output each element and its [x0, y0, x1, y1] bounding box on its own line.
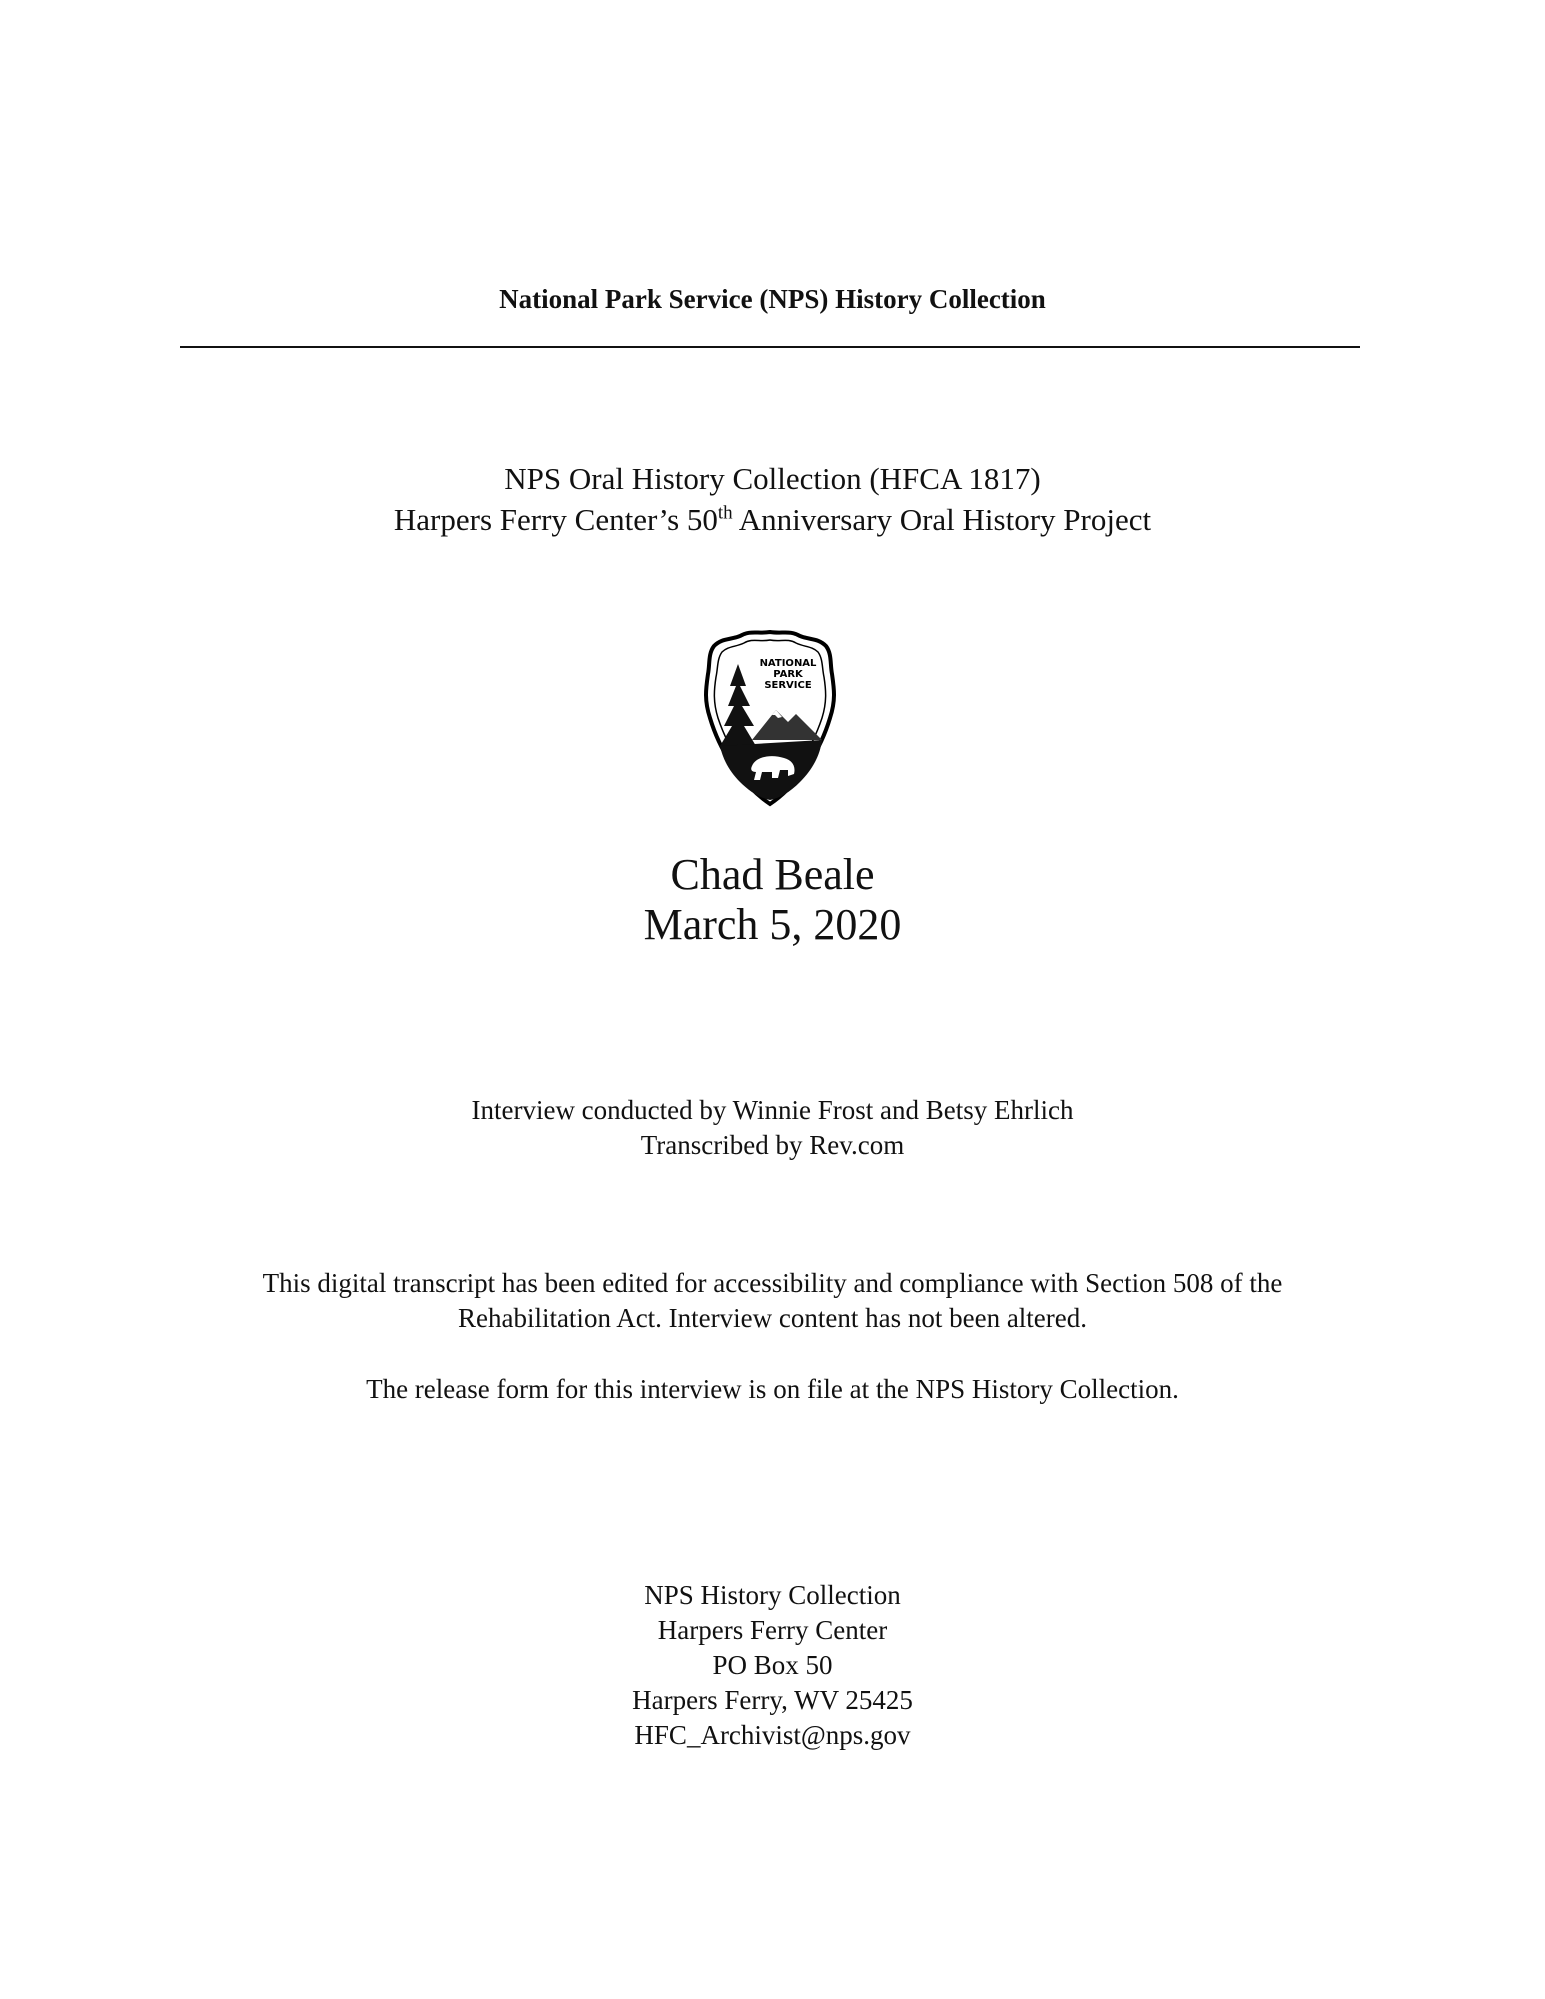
interview-date: March 5, 2020: [643, 900, 902, 949]
nps-arrowhead-icon: [700, 628, 840, 808]
interview-credits: [0, 1093, 1545, 1163]
collection-header-title: National Park Service (NPS) History Collection: [499, 284, 1046, 314]
address-line-3: PO Box 50: [712, 1650, 833, 1680]
collection-line-2: [0, 499, 1545, 540]
address-line-2: Harpers Ferry Center: [657, 1615, 888, 1645]
ordinal-suffix: th: [717, 502, 733, 524]
oral-history-collection-heading: [0, 458, 1545, 540]
interviewee-name: Chad Beale: [670, 850, 875, 899]
interviewers-line: Interview conducted by Winnie Frost and Betsy Ehrlich: [471, 1095, 1074, 1125]
collection-line-1: NPS Oral History Collection (HFCA 1817): [504, 461, 1041, 496]
accessibility-notice: [0, 1266, 1545, 1336]
logo-text-service: SERVICE: [764, 680, 812, 691]
header-divider: [180, 346, 1360, 348]
notice-line-2: Rehabilitation Act. Interview content has not been altered.: [457, 1303, 1088, 1333]
logo-text-national: NATIONAL: [759, 658, 817, 669]
interviewee-block: [0, 850, 1545, 950]
contact-address: [0, 1578, 1545, 1753]
transcriber-line: Transcribed by Rev.com: [640, 1130, 905, 1160]
collection-line-2-start: Harpers Ferry Center’s 50: [393, 502, 718, 537]
address-line-1: NPS History Collection: [644, 1580, 901, 1610]
collection-line-2-end: Anniversary Oral History Project: [732, 502, 1152, 537]
logo-text-park: PARK: [773, 669, 803, 680]
address-line-4: Harpers Ferry, WV 25425: [632, 1685, 913, 1715]
release-form-note: The release form for this interview is on file at the NPS History Collection.: [366, 1374, 1179, 1404]
contact-email: HFC_Archivist@nps.gov: [634, 1720, 911, 1750]
notice-line-1: This digital transcript has been edited for accessibility and compliance with Section 508 of the: [262, 1268, 1283, 1298]
